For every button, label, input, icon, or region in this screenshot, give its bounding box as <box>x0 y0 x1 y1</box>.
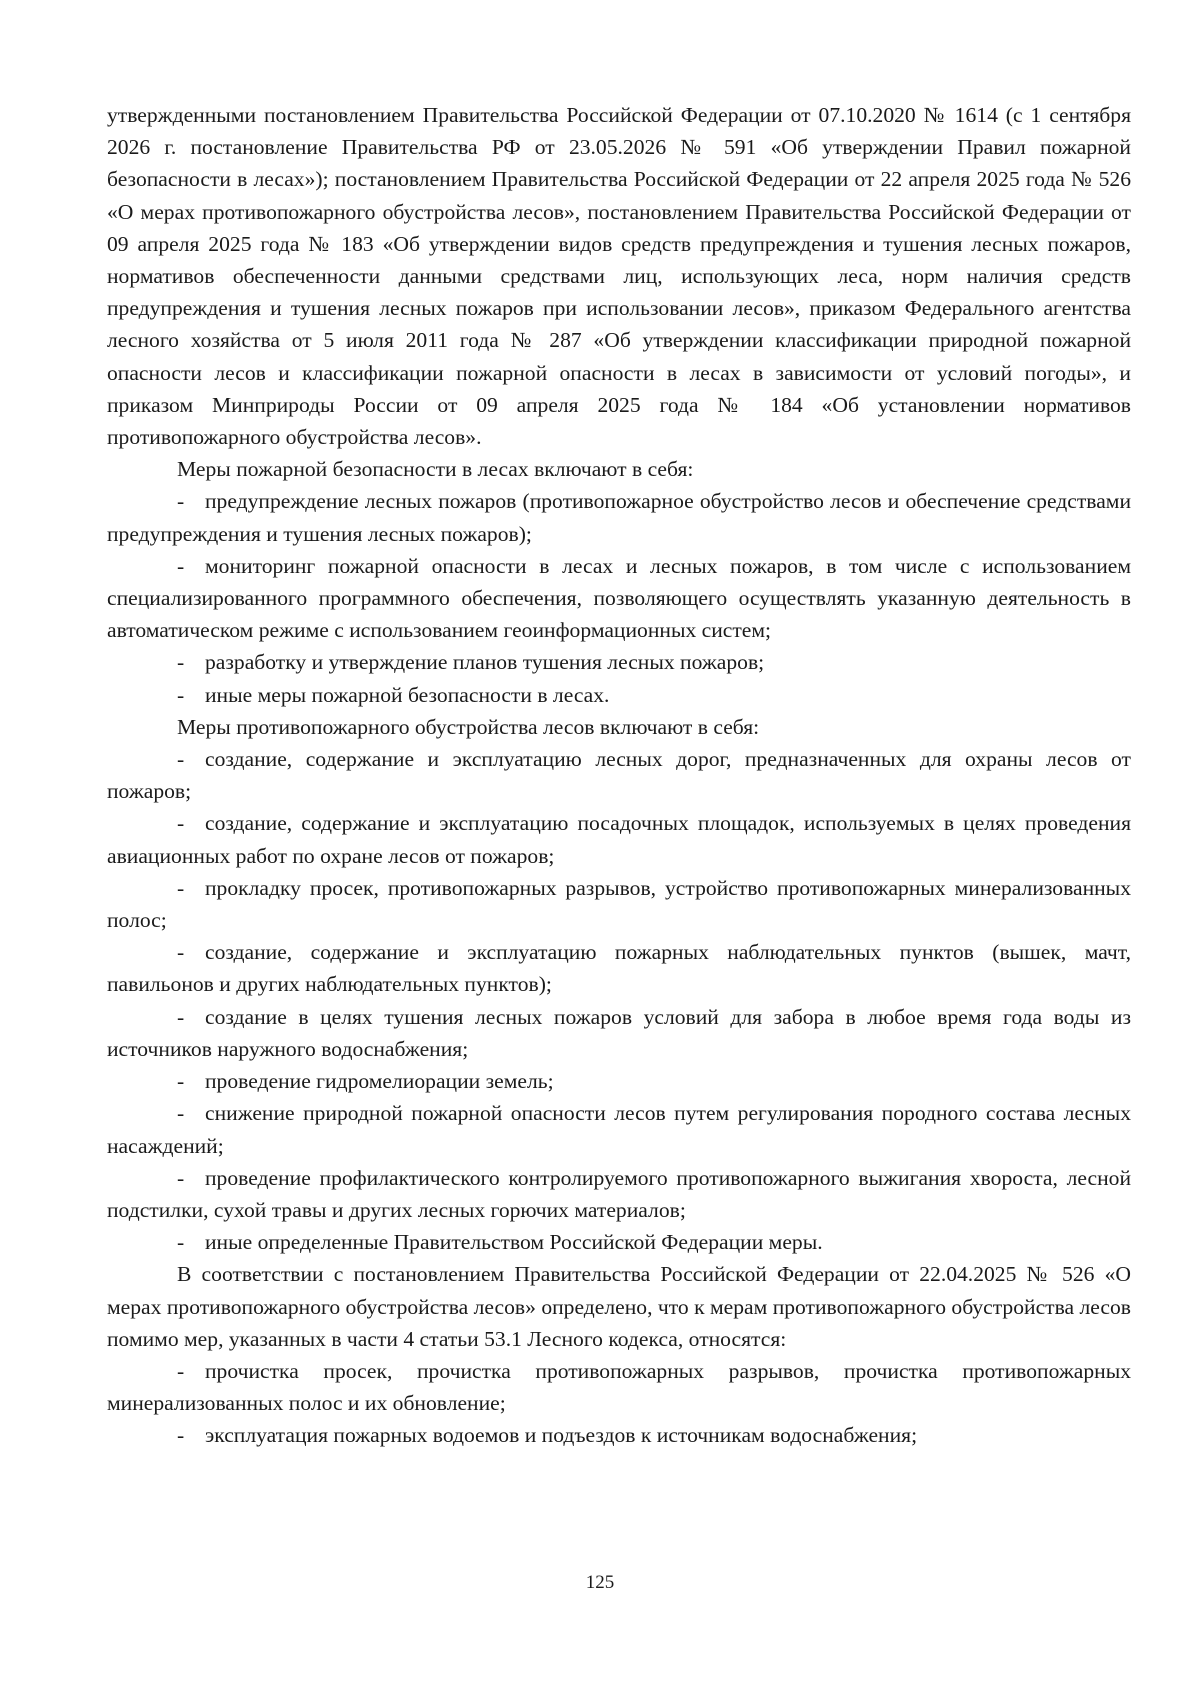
list-item <box>107 743 1131 807</box>
fire-arrangement-heading: Меры противопожарного обустройства лесов включают в себя: <box>177 714 760 739</box>
list-dash: - <box>177 553 185 578</box>
list-dash: - <box>177 489 185 514</box>
list-item <box>107 872 1131 936</box>
list-item-text: предупреждение лесных пожаров (противопожарное обустройство лесов и обеспечение средствами предупреждения и тушения лесных пожаров); <box>107 489 1131 546</box>
list-item <box>107 1097 1131 1161</box>
list-item-text: эксплуатация пожарных водоемов и подъездов к источникам водоснабжения; <box>205 1423 918 1448</box>
list-item <box>107 646 1131 678</box>
list-item <box>107 679 1131 711</box>
list-dash: - <box>177 747 185 772</box>
list-dash: - <box>177 1165 185 1190</box>
list-dash: - <box>177 1230 185 1255</box>
list-item <box>107 1001 1131 1065</box>
list-item-text: создание, содержание и эксплуатацию лесных дорог, предназначенных для охраны лесов от пожаров; <box>107 747 1131 804</box>
list-item-text: создание, содержание и эксплуатацию пожарных наблюдательных пунктов (вышек, мачт, павильонов и других наблюдательных пунктов); <box>107 940 1131 997</box>
list-dash: - <box>177 1358 185 1383</box>
list-item <box>107 550 1131 647</box>
list-item-text: иные определенные Правительством Российской Федерации меры. <box>205 1230 823 1255</box>
list-item-text: мониторинг пожарной опасности в лесах и лесных пожаров, в том числе с использованием специализированного программного обеспечения, позволяющего осуществлять указанную деятельность в автоматическом режиме с использованием геоинформационных систем; <box>107 553 1131 643</box>
list-item-text: прокладку просек, противопожарных разрывов, устройство противопожарных минерализованных полос; <box>107 875 1131 933</box>
list-dash: - <box>177 1069 185 1094</box>
list-dash: - <box>177 811 185 836</box>
decree-paragraph: В соответствии с постановлением Правительства Российской Федерации от 22.04.2025 № 526 «О мерах противопожарного обустройства лесов» определено, что к мерам противопожарного обустройства лесов помимо мер, указанных в части 4 статьи 53.1 Лесного кодекса, относятся: <box>107 1262 1131 1351</box>
list-item <box>107 1065 1131 1097</box>
list-item-text: проведение профилактического контролируемого противопожарного выжигания хвороста, лесной подстилки, сухой травы и других лесных горючих материалов; <box>107 1165 1131 1222</box>
list-dash: - <box>177 875 185 900</box>
list-item-text: разработку и утверждение планов тушения лесных пожаров; <box>205 650 765 675</box>
list-dash: - <box>177 940 185 965</box>
list-item-text: создание, содержание и эксплуатацию посадочных площадок, используемых в целях проведения авиационных работ по охране лесов от пожаров; <box>107 811 1131 868</box>
list-item-text: проведение гидромелиорации земель; <box>205 1069 554 1094</box>
list-item-text: прочистка просек, прочистка противопожарных разрывов, прочистка противопожарных минерализованных полос и их обновление; <box>107 1358 1131 1416</box>
list-dash: - <box>177 650 185 675</box>
document-body <box>107 99 1131 1452</box>
list-item <box>107 1226 1131 1258</box>
list-dash: - <box>177 1423 185 1448</box>
list-item <box>107 807 1131 871</box>
list-item <box>107 485 1131 549</box>
list-item <box>107 1419 1131 1451</box>
list-dash: - <box>177 1004 185 1029</box>
list-item <box>107 1355 1131 1419</box>
list-item <box>107 1162 1131 1226</box>
list-item-text: снижение природной пожарной опасности лесов путем регулирования породного состава лесных насаждений; <box>107 1101 1131 1158</box>
fire-safety-heading: Меры пожарной безопасности в лесах включают в себя: <box>177 457 694 482</box>
list-dash: - <box>177 682 185 707</box>
list-item-text: создание в целях тушения лесных пожаров условий для забора в любое время года воды из источников наружного водоснабжения; <box>107 1004 1131 1061</box>
page-number: 125 <box>585 1572 615 1593</box>
list-dash: - <box>177 1101 185 1126</box>
list-item <box>107 936 1131 1000</box>
intro-paragraph: утвержденными постановлением Правительства Российской Федерации от 07.10.2020 № 1614 (с 1 сентября 2026 г. постановление Правительства РФ от 23.05.2026 № 591 «Об утверждении Правил пожарной безопасности в лесах»); постановлением Правительства Российской Федерации от 22 апреля 2025 года № 526 «О мерах противопожарного обустройства лесов», постановлением Правительства Российской Федерации от 09 апреля 2025 года № 183 «Об утверждении видов средств предупреждения и тушения лесных пожаров, нормативов обеспеченности данными средствами лиц, использующих леса, норм наличия средств предупреждения и тушения лесных пожаров при использовании лесов», приказом Федерального агентства лесного хозяйства от 5 июля 2011 года № 287 «Об утверждении классификации природной пожарной опасности лесов и классификации пожарной опасности в лесах в зависимости от условий погоды», и приказом Минприроды России от 09 апреля 2025 года № 184 «Об установлении нормативов противопожарного обустройства лесов». <box>107 103 1131 450</box>
list-item-text: иные меры пожарной безопасности в лесах. <box>205 682 610 707</box>
